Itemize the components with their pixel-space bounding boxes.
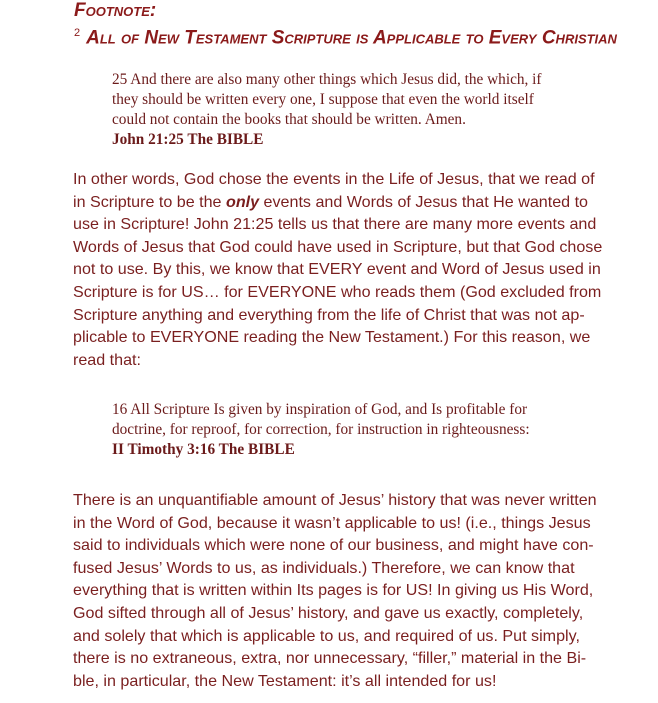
footnote-heading: Footnote: <box>74 0 157 21</box>
paragraph-line: read that: <box>73 350 141 369</box>
verse-line: 25 And there are also many other things which Jesus did, the which, if <box>112 71 542 88</box>
paragraph-line: In other words, God chose the events in the Life of Jesus, that we read of <box>73 170 595 188</box>
paragraph-line: God sifted through all of Jesus’ history, and gave us exactly, completely, <box>73 603 584 622</box>
paragraph-line: everything that is written within Its pages is for US! In giving us His Word, <box>73 581 594 600</box>
paragraph-line: and solely that which is applicable to us, and required of us. Put simply, <box>73 626 580 645</box>
footnote-title-text: All of New Testament Scripture is Applicable to Every Christian <box>86 27 617 49</box>
scripture-quote-timothy <box>112 400 632 460</box>
paragraph-line: use in Scripture! John 21:25 tells us that there are many more events and <box>73 215 597 234</box>
footnote-title <box>74 27 617 49</box>
verse-line: 16 All Scripture Is given by inspiration of God, and Is profitable for <box>112 401 528 418</box>
paragraph-line: in the Word of God, because it wasn’t applicable to us! (i.e., things Jesus <box>73 513 591 532</box>
text-segment: in Scripture to be the <box>73 192 226 211</box>
text-segment: events and Words of Jesus that He wanted to <box>259 192 588 211</box>
footnote-number: 2 <box>74 27 81 39</box>
verse-line: doctrine, for reproof, for correction, for instruction in righteousness: <box>112 421 530 438</box>
verse-line: could not contain the books that should be written. Amen. <box>112 111 466 128</box>
paragraph-line: plicable to EVERYONE reading the New Testament.) For this reason, we <box>73 328 591 347</box>
paragraph-line: fused Jesus’ Words to us, as individuals.) Therefore, we can know that <box>73 558 575 577</box>
paragraph-line: There is an unquantifiable amount of Jesus’ history that was never written <box>73 491 597 509</box>
paragraph-line: Words of Jesus that God could have used in Scripture, but that God chose <box>73 237 603 256</box>
paragraph-explanation <box>73 168 648 371</box>
paragraph-line: Scripture anything and everything from the life of Christ that was not ap- <box>73 305 585 324</box>
paragraph-line <box>73 191 648 214</box>
paragraph-line: said to individuals which were none of our business, and might have con- <box>73 536 594 555</box>
verse-reference: II Timothy 3:16 The BIBLE <box>112 441 295 458</box>
scripture-quote-john <box>112 70 632 150</box>
paragraph-line: Scripture is for US… for EVERYONE who reads them (God excluded from <box>73 282 602 301</box>
paragraph-line: not to use. By this, we know that EVERY event and Word of Jesus used in <box>73 260 601 279</box>
emphasis-text: only <box>225 192 260 211</box>
paragraph-line: there is no extraneous, extra, nor unnecessary, “filler,” material in the Bi- <box>73 649 587 668</box>
verse-reference: John 21:25 The BIBLE <box>112 131 264 148</box>
paragraph-line: ble, in particular, the New Testament: it’s all intended for us! <box>73 671 497 690</box>
verse-line: they should be written every one, I suppose that even the world itself <box>112 91 534 108</box>
paragraph-conclusion <box>73 489 648 692</box>
